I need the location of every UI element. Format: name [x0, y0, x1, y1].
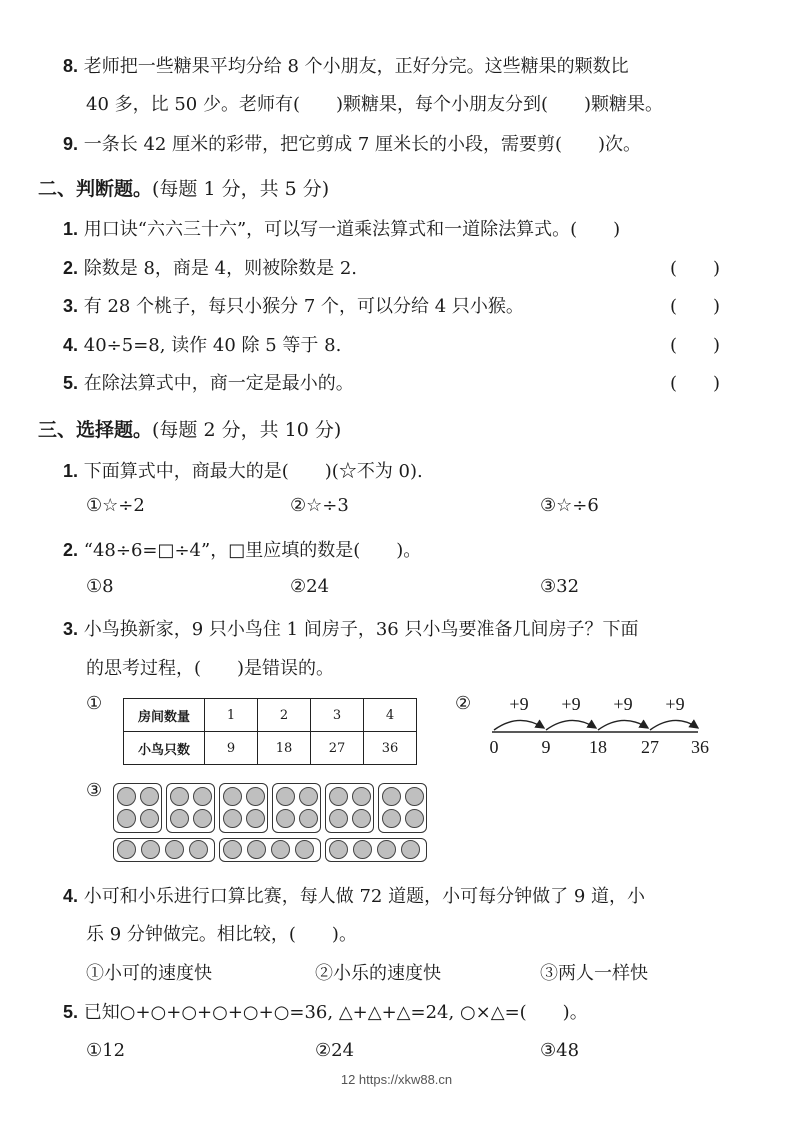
question-text-line1: 老师把一些糖果平均分给 8 个小朋友，正好分完。这些糖果的颗数比	[83, 56, 629, 77]
option-2-marker[interactable]: ②	[455, 693, 472, 714]
question-9	[63, 130, 641, 156]
dot	[295, 840, 314, 859]
table-cell: 9	[205, 732, 258, 765]
dot-box	[219, 783, 268, 833]
dot	[223, 787, 242, 806]
item-number: 5.	[63, 373, 79, 393]
dot	[276, 809, 295, 828]
tick-label: 27	[641, 737, 659, 757]
choice-question-1	[63, 457, 423, 483]
dot	[352, 809, 371, 828]
dot	[382, 809, 401, 828]
item-number: 3.	[63, 296, 79, 316]
question-text: 已知○+○+○+○+○+○=36, △+△+△=24, ○×△=( )。	[83, 1002, 588, 1023]
dot	[405, 787, 424, 806]
question-text-line2: 的思考过程，( )是错误的。	[86, 658, 335, 679]
table-cell: 4	[364, 699, 417, 732]
dot	[223, 840, 242, 859]
judge-item-2	[63, 254, 357, 280]
option-1[interactable]: ①☆÷2	[86, 495, 145, 516]
dot	[117, 809, 136, 828]
item-text: 在除法算式中，商一定是最小的。	[83, 373, 354, 394]
tick-label: 0	[489, 737, 499, 757]
section-2-heading	[38, 174, 329, 201]
tick-label: 18	[589, 737, 607, 757]
question-8	[63, 52, 629, 78]
dot	[382, 787, 401, 806]
step-label: +9	[613, 694, 633, 714]
question-number: 9.	[63, 134, 79, 154]
number-line	[480, 690, 720, 765]
table-cell: 房间数量	[124, 699, 205, 732]
dot	[140, 809, 159, 828]
jump-arrow	[650, 720, 698, 730]
section-3-heading	[38, 415, 341, 442]
dot	[329, 787, 348, 806]
option-1[interactable]: ①12	[86, 1040, 126, 1061]
table-cell: 36	[364, 732, 417, 765]
question-number: 1.	[63, 461, 79, 481]
dot	[193, 809, 212, 828]
table-row	[124, 699, 417, 732]
option-2[interactable]: ②☆÷3	[290, 495, 349, 516]
section-title: 三、选择题。	[38, 419, 153, 441]
table-cell: 3	[311, 699, 364, 732]
question-number: 4.	[63, 886, 79, 906]
table-cell: 小鸟只数	[124, 732, 205, 765]
dot	[223, 809, 242, 828]
dot	[193, 787, 212, 806]
judge-item-5	[63, 369, 354, 395]
question-number: 8.	[63, 56, 79, 76]
question-text-line2: 乐 9 分钟做完。相比较，( )。	[86, 924, 357, 945]
option-1[interactable]: ①8	[86, 576, 114, 597]
judge-item-3	[63, 292, 524, 318]
item-number: 4.	[63, 335, 79, 355]
jump-arrow	[494, 720, 544, 730]
option-2[interactable]: ②小乐的速度快	[315, 963, 441, 984]
option-2[interactable]: ②24	[290, 576, 330, 597]
dot	[117, 787, 136, 806]
jump-arrow	[546, 720, 596, 730]
dot	[352, 787, 371, 806]
question-number: 5.	[63, 1002, 79, 1022]
section-subtitle: (每题 2 分，共 10 分)	[152, 419, 342, 441]
dot-box	[219, 838, 321, 862]
option-3[interactable]: ③32	[540, 576, 580, 597]
step-label: +9	[665, 694, 685, 714]
dot	[247, 840, 266, 859]
dot	[329, 809, 348, 828]
question-number: 2.	[63, 540, 79, 560]
option-3[interactable]: ③48	[540, 1040, 580, 1061]
step-label: +9	[561, 694, 581, 714]
dot	[246, 809, 265, 828]
table-cell: 18	[258, 732, 311, 765]
item-text: 用口诀“六六三十六”，可以写一道乘法算式和一道除法算式。( )	[83, 219, 621, 240]
item-number: 1.	[63, 219, 79, 239]
judge-item-4	[63, 331, 341, 357]
dot	[276, 787, 295, 806]
item-text: 有 28 个桃子，每只小猴分 7 个，可以分给 4 只小猴。	[83, 296, 524, 317]
question-text-line1: 小鸟换新家，9 只小鸟住 1 间房子，36 只小鸟要准备几间房子？下面	[83, 619, 639, 640]
section-title: 二、判断题。	[38, 178, 153, 200]
dot	[170, 787, 189, 806]
dot	[165, 840, 184, 859]
option-1-marker[interactable]: ①	[86, 693, 103, 714]
option-3[interactable]: ③☆÷6	[540, 495, 599, 516]
table-cell: 2	[258, 699, 311, 732]
dot	[271, 840, 290, 859]
dot	[246, 787, 265, 806]
dot-box	[325, 783, 374, 833]
dot-box	[113, 838, 215, 862]
answer-paren[interactable]: ( )	[670, 258, 721, 279]
answer-paren[interactable]: ( )	[670, 296, 721, 317]
option-3[interactable]: ③两人一样快	[540, 963, 648, 984]
option-2[interactable]: ②24	[315, 1040, 355, 1061]
dot-boxes-figure	[113, 783, 433, 863]
dot	[377, 840, 396, 859]
dot-box	[113, 783, 162, 833]
dot	[401, 840, 420, 859]
item-text: 除数是 8，商是 4，则被除数是 2.	[83, 258, 357, 279]
item-text: 40÷5=8, 读作 40 除 5 等于 8.	[83, 335, 342, 356]
option-1[interactable]: ①小可的速度快	[86, 963, 212, 984]
choice-question-3	[63, 615, 638, 641]
dot	[117, 840, 136, 859]
dot	[170, 809, 189, 828]
question-text: 一条长 42 厘米的彩带，把它剪成 7 厘米长的小段，需要剪( )次。	[83, 134, 642, 155]
section-subtitle: (每题 1 分，共 5 分)	[152, 178, 330, 200]
table-cell: 1	[205, 699, 258, 732]
tick-label: 9	[541, 737, 551, 757]
number-line-jumps	[494, 720, 698, 730]
dot	[299, 787, 318, 806]
dot-box	[325, 838, 427, 862]
step-label: +9	[509, 694, 529, 714]
dot	[329, 840, 348, 859]
dot	[405, 809, 424, 828]
item-number: 2.	[63, 258, 79, 278]
question-8-line2: 40 多，比 50 少。老师有( )颗糖果，每个小朋友分到( )颗糖果。	[86, 94, 664, 115]
answer-paren[interactable]: ( )	[670, 373, 721, 394]
question-number: 3.	[63, 619, 79, 639]
dot	[141, 840, 160, 859]
page-footer: 12 https://xkw88.cn	[340, 1072, 453, 1087]
choice-question-2	[63, 536, 421, 562]
choice-question-4	[63, 882, 645, 908]
table-cell: 27	[311, 732, 364, 765]
question-text: “48÷6=□÷4”，□里应填的数是( )。	[83, 540, 422, 561]
judge-item-1	[63, 215, 620, 241]
dot	[140, 787, 159, 806]
dot	[189, 840, 208, 859]
dot-box	[166, 783, 215, 833]
question-text: 下面算式中，商最大的是( )(☆不为 0).	[83, 461, 423, 482]
dot	[353, 840, 372, 859]
jump-arrow	[598, 720, 648, 730]
tick-label: 36	[691, 737, 709, 757]
choice-question-5	[63, 998, 588, 1024]
table-row	[124, 732, 417, 765]
room-bird-table	[123, 698, 417, 765]
question-text-line1: 小可和小乐进行口算比赛，每人做 72 道题，小可每分钟做了 9 道，小	[83, 886, 645, 907]
dot-box	[378, 783, 427, 833]
dot-box	[272, 783, 321, 833]
option-3-marker[interactable]: ③	[86, 780, 103, 801]
answer-paren[interactable]: ( )	[670, 335, 721, 356]
dot	[299, 809, 318, 828]
